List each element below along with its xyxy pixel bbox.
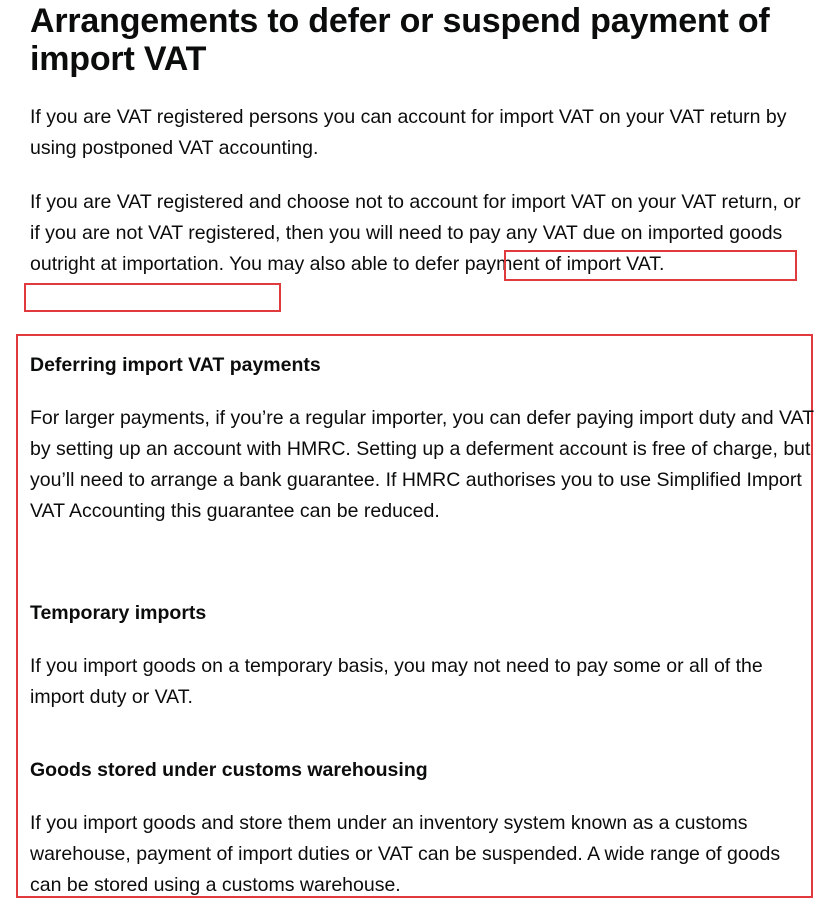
payment-paragraph-text: If you are VAT registered and choose not to account for import VAT on your VAT return, or if you are not VAT registered, then you will need to pay any VAT due on imported goods outright at importation.	[30, 191, 801, 275]
section-heading-deferring: Deferring import VAT payments	[30, 354, 321, 376]
section-body-deferring: For larger payments, if you’re a regular importer, you can defer paying import duty and VAT by setting up an account with HMRC. Setting up a deferment account is free of charge, but you’ll need to arrange a bank guarantee. If HMRC authorises you to use Simplified Import VAT Accounting this guarantee can be reduced.	[30, 407, 814, 522]
highlight-box-line-2	[24, 283, 281, 312]
section-body-temporary-imports: If you import goods on a temporary basis, you may not need to pay some or all of the import duty or VAT.	[30, 655, 763, 708]
page-title: Arrangements to defer or suspend payment of import VAT	[30, 2, 770, 78]
payment-paragraph	[30, 187, 815, 280]
section-body-customs-warehousing: If you import goods and store them under an inventory system known as a customs warehouse, payment of import duties or VAT can be suspended. A wide range of goods can be stored using a customs warehouse.	[30, 812, 781, 896]
highlighted-sentence: You may also able to defer payment of import VAT.	[229, 253, 665, 275]
intro-paragraph: If you are VAT registered persons you can account for import VAT on your VAT return by using postponed VAT accounting.	[30, 106, 787, 159]
section-heading-customs-warehousing: Goods stored under customs warehousing	[30, 759, 428, 781]
section-heading-temporary-imports: Temporary imports	[30, 602, 207, 624]
